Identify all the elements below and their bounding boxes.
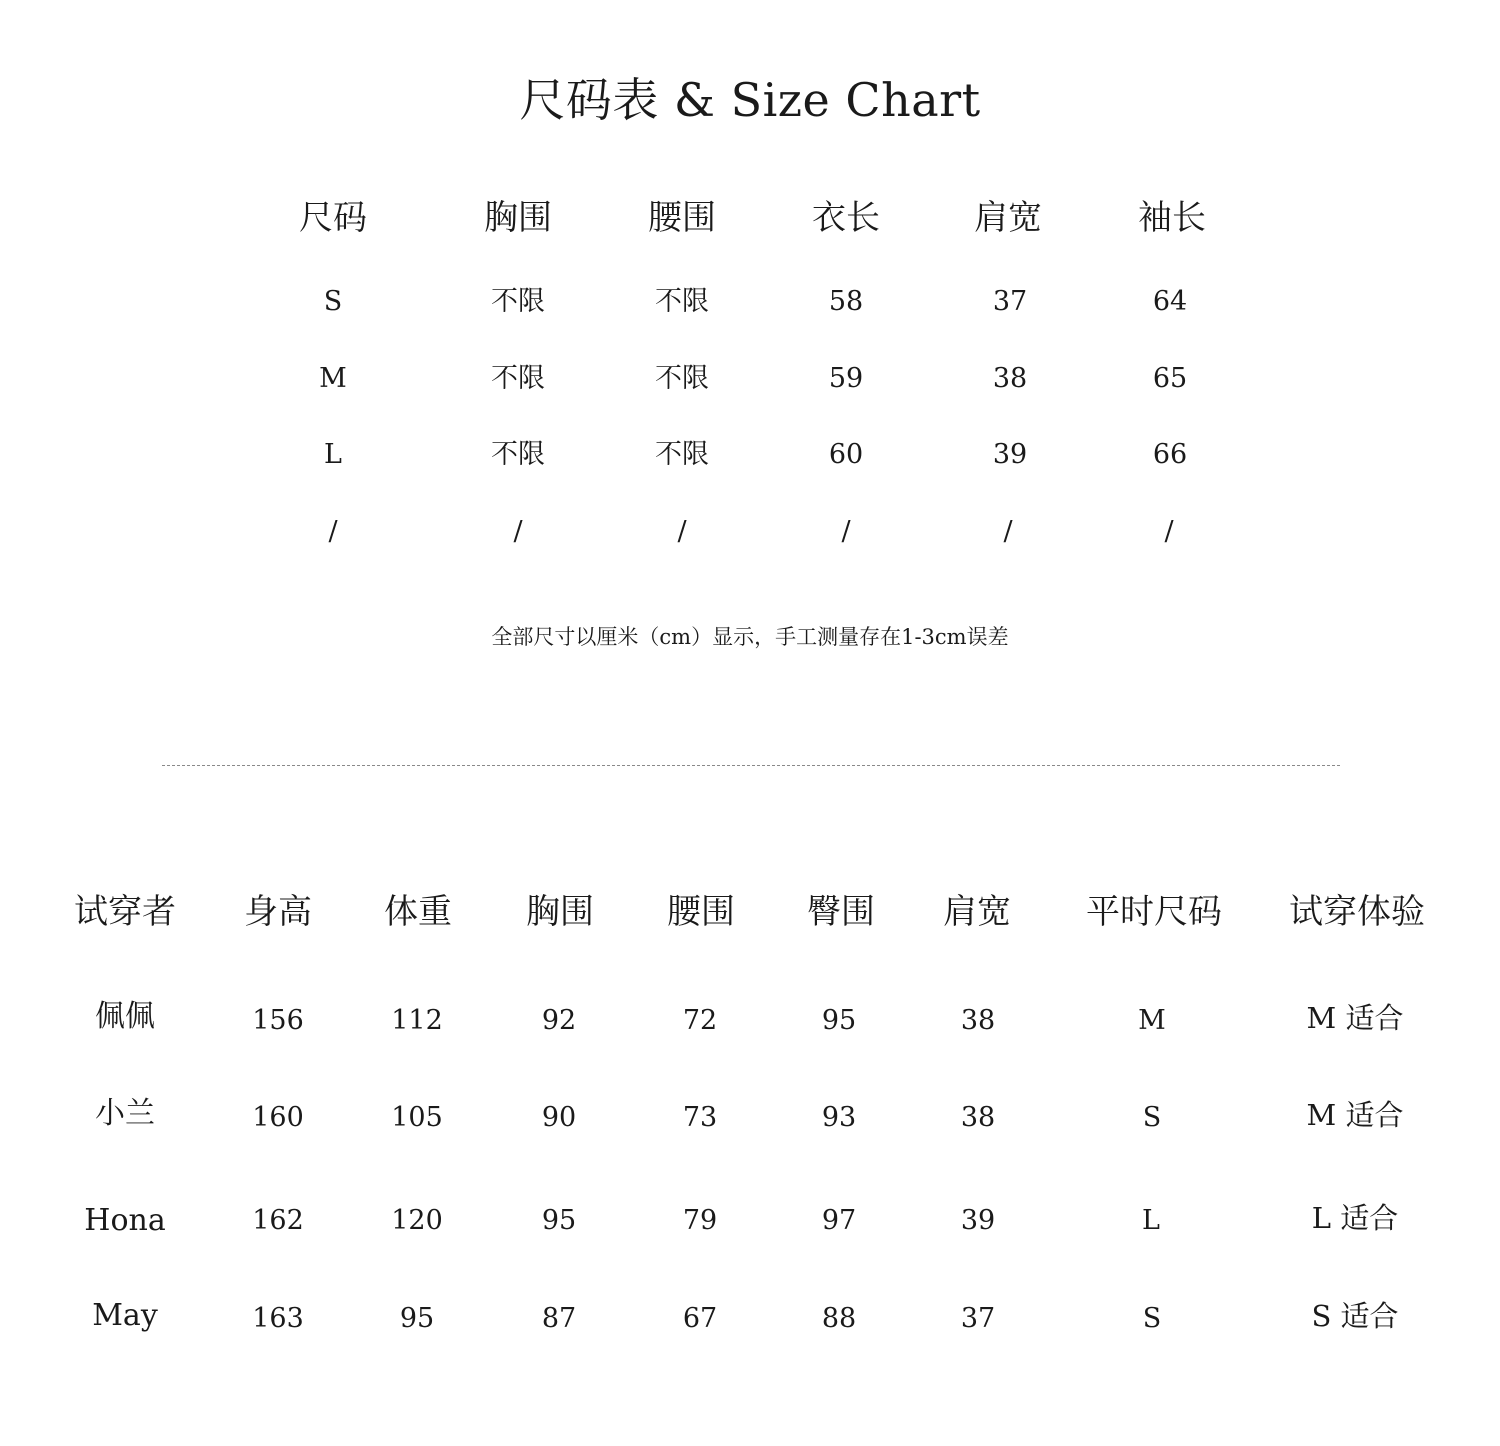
table-cell: S xyxy=(1142,1102,1162,1133)
table-row xyxy=(0,507,1500,557)
table-cell: 38 xyxy=(992,363,1028,394)
header-cell: 臀围 xyxy=(807,892,875,932)
table-cell: 97 xyxy=(821,1205,857,1236)
table-cell: 64 xyxy=(1152,286,1188,317)
table-cell: / xyxy=(1003,516,1013,547)
table-cell: 37 xyxy=(960,1303,996,1334)
header-cell: 身高 xyxy=(244,892,312,932)
header-cell: 平时尺码 xyxy=(1086,892,1222,932)
table-cell: / xyxy=(677,516,687,547)
header-cell: 衣长 xyxy=(812,198,880,238)
page-title: 尺码表 & Size Chart xyxy=(519,73,981,127)
table-cell: 39 xyxy=(992,439,1028,470)
table-cell: 162 xyxy=(252,1205,304,1236)
table-cell: 88 xyxy=(821,1303,857,1334)
table-cell: M 适合 xyxy=(1306,1098,1404,1132)
table-cell: 79 xyxy=(682,1205,718,1236)
table-cell: 38 xyxy=(960,1005,996,1036)
table-cell: 120 xyxy=(391,1205,443,1236)
table-cell: 95 xyxy=(541,1205,577,1236)
table-cell: 小兰 xyxy=(95,1096,155,1131)
table-cell: / xyxy=(328,516,338,547)
table-cell: M 适合 xyxy=(1306,1001,1404,1035)
measurement-note: 全部尺寸以厘米（cm）显示，手工测量存在1-3cm误差 xyxy=(491,625,1009,649)
table-cell: 不限 xyxy=(655,363,709,394)
divider xyxy=(162,765,1340,766)
header-cell: 腰围 xyxy=(648,198,716,238)
table-cell: 不限 xyxy=(491,439,545,470)
table-row xyxy=(0,993,1500,1049)
table-cell: 163 xyxy=(252,1303,304,1334)
header-cell: 袖长 xyxy=(1138,198,1206,238)
table-cell: 93 xyxy=(821,1102,857,1133)
table-cell: 160 xyxy=(252,1102,304,1133)
table-cell: 95 xyxy=(821,1005,857,1036)
table-cell: / xyxy=(841,516,851,547)
table-cell: L xyxy=(1142,1205,1160,1236)
table-cell: 112 xyxy=(391,1005,443,1036)
header-cell: 体重 xyxy=(384,892,452,932)
table-cell: Hona xyxy=(84,1203,166,1238)
table-cell: 不限 xyxy=(491,363,545,394)
table-row xyxy=(0,354,1500,404)
table-cell: 90 xyxy=(541,1102,577,1133)
header-cell: 尺码 xyxy=(299,198,367,238)
header-cell: 胸围 xyxy=(484,198,552,238)
header-cell: 试穿者 xyxy=(74,892,176,932)
table-row xyxy=(0,1090,1500,1146)
header-cell: 胸围 xyxy=(526,892,594,932)
header-cell: 肩宽 xyxy=(943,892,1011,932)
table-cell: S xyxy=(1142,1303,1162,1334)
table-cell: 不限 xyxy=(655,439,709,470)
table-cell: S xyxy=(323,286,343,317)
table-cell: / xyxy=(1164,516,1174,547)
table-row xyxy=(0,1193,1500,1249)
table-cell: 67 xyxy=(682,1303,718,1334)
table-row xyxy=(0,277,1500,327)
table-cell: 65 xyxy=(1152,363,1188,394)
table-cell: 38 xyxy=(960,1102,996,1133)
table-row xyxy=(0,1291,1500,1347)
table-cell: S 适合 xyxy=(1311,1299,1399,1333)
table-cell: 58 xyxy=(828,286,864,317)
table-cell: 73 xyxy=(682,1102,718,1133)
table-cell: 59 xyxy=(828,363,864,394)
table-cell: L 适合 xyxy=(1311,1201,1399,1235)
fitting-table-header xyxy=(0,884,1500,940)
table-cell: 95 xyxy=(399,1303,435,1334)
header-cell: 肩宽 xyxy=(974,198,1042,238)
table-cell: L xyxy=(324,439,342,470)
size-table-header xyxy=(0,193,1500,243)
table-cell: 60 xyxy=(828,439,864,470)
table-cell: M xyxy=(1138,1005,1166,1036)
table-cell: M xyxy=(319,363,347,394)
table-cell: 66 xyxy=(1152,439,1188,470)
table-cell: 不限 xyxy=(491,286,545,317)
table-row xyxy=(0,430,1500,480)
table-cell: 105 xyxy=(391,1102,443,1133)
table-cell: 佩佩 xyxy=(95,999,155,1034)
table-cell: 72 xyxy=(682,1005,718,1036)
table-cell: 37 xyxy=(992,286,1028,317)
table-cell: 92 xyxy=(541,1005,577,1036)
table-cell: 87 xyxy=(541,1303,577,1334)
table-cell: 39 xyxy=(960,1205,996,1236)
table-cell: 156 xyxy=(252,1005,304,1036)
table-cell: May xyxy=(92,1298,158,1333)
header-cell: 腰围 xyxy=(667,892,735,932)
table-cell: / xyxy=(513,516,523,547)
table-cell: 不限 xyxy=(655,286,709,317)
header-cell: 试穿体验 xyxy=(1289,892,1425,932)
